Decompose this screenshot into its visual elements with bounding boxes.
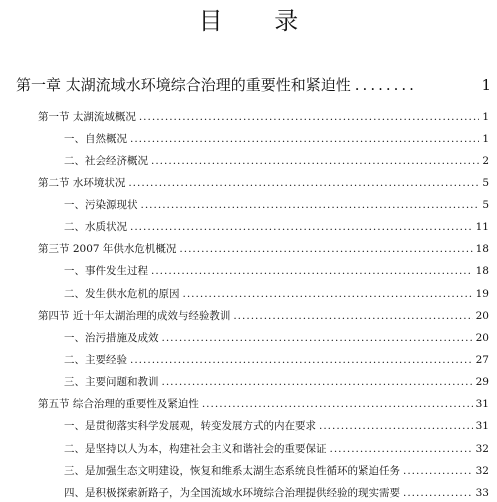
dot-leader [319, 420, 473, 432]
toc-entry-page: 31 [475, 398, 489, 410]
toc-entry-page: 11 [475, 221, 489, 233]
dot-leader [403, 465, 473, 477]
dot-leader [130, 133, 479, 145]
toc-entry-item [64, 153, 489, 168]
dot-leader [183, 288, 473, 300]
toc-entry-item [64, 197, 489, 212]
toc-entry-item [64, 441, 489, 456]
dot-leader [128, 177, 479, 189]
toc-entry-label: 第一节 太湖流域概况 [38, 111, 136, 123]
dot-leader [202, 398, 473, 410]
toc-entry-label: 二、主要经验 [64, 354, 127, 366]
toc-entry-chapter-1 [16, 74, 491, 95]
toc-entry-page: 18 [475, 243, 489, 255]
toc-entry-label: 四、是积极探索新路子，为全国流域水环境综合治理提供经验的现实需要 [64, 487, 400, 499]
dot-leader [130, 354, 473, 366]
toc-entry-item [64, 131, 489, 146]
toc-entry-label: 二、水质状况 [64, 221, 127, 233]
toc-entry-page: 5 [482, 177, 489, 189]
toc-entry-label: 一、自然概况 [64, 133, 127, 145]
dot-leader [139, 111, 479, 123]
toc-entry-page: 18 [475, 265, 489, 277]
toc-entry-page: 33 [475, 487, 489, 499]
dot-leader [355, 76, 417, 94]
toc-entry-label: 三、主要问题和教训 [64, 376, 159, 388]
toc-entry-page: 32 [475, 443, 489, 455]
toc-title: 目 录 [198, 7, 321, 35]
toc-entry-section [38, 396, 489, 411]
toc-entry-item [64, 485, 489, 500]
dot-leader [162, 332, 473, 344]
toc-entry-label: 二、是坚持以人为本，构建社会主义和谐社会的重要保证 [64, 443, 327, 455]
toc-entry-item [64, 463, 489, 478]
toc-entry-label: 一、事件发生过程 [64, 265, 148, 277]
dot-leader [403, 487, 473, 499]
toc-entry-label: 第三节 2007 年供水危机概况 [38, 243, 177, 255]
toc-entry-page: 19 [475, 288, 489, 300]
toc-entry-section [38, 109, 489, 124]
toc-entry-page: 29 [475, 376, 489, 388]
toc-entry-item [64, 418, 489, 433]
dot-leader [130, 221, 473, 233]
toc-entry-label: 二、社会经济概况 [64, 155, 148, 167]
toc-entry-page: 1 [482, 133, 489, 145]
dot-leader [162, 376, 473, 388]
toc-entry-label: 第五节 综合治理的重要性及紧迫性 [38, 398, 199, 410]
toc-entry-page: 31 [475, 420, 489, 432]
toc-entry-item [64, 374, 489, 389]
toc-entry-item [64, 286, 489, 301]
toc-entry-label: 三、是加强生态文明建设，恢复和维系太湖生态系统良性循环的紧迫任务 [64, 465, 400, 477]
toc-entry-label: 一、治污措施及成效 [64, 332, 159, 344]
toc-entry-page: 2 [482, 155, 489, 167]
dot-leader [151, 265, 473, 277]
toc-entry-item [64, 352, 489, 367]
toc-entry-page: 5 [482, 199, 489, 211]
toc-entry-label: 第四节 近十年太湖治理的成效与经验教训 [38, 310, 231, 322]
toc-entry-page: 1 [481, 76, 491, 94]
toc-entry-section [38, 241, 489, 256]
dot-leader [233, 310, 472, 322]
toc-entry-label: 第二节 水环境状况 [38, 177, 126, 189]
dot-leader [179, 243, 472, 255]
dot-leader [330, 443, 473, 455]
toc-entry-section [38, 308, 489, 323]
toc-entry-page: 32 [475, 465, 489, 477]
toc-entry-page: 27 [475, 354, 489, 366]
toc-entry-label: 第一章 太湖流域水环境综合治理的重要性和紧迫性 [16, 76, 351, 94]
toc-entry-label: 二、发生供水危机的原因 [64, 288, 180, 300]
toc-entry-item [64, 219, 489, 234]
toc-entry-page: 20 [475, 332, 489, 344]
toc-entry-page: 1 [482, 111, 489, 123]
toc-entry-label: 一、污染源现状 [64, 199, 138, 211]
toc-entry-item [64, 263, 489, 278]
toc-entry-section [38, 175, 489, 190]
dot-leader [151, 155, 479, 167]
toc-entry-item [64, 330, 489, 345]
toc-entry-page: 20 [475, 310, 489, 322]
dot-leader [141, 199, 480, 211]
toc-entry-label: 一、是贯彻落实科学发展观，转变发展方式的内在要求 [64, 420, 316, 432]
